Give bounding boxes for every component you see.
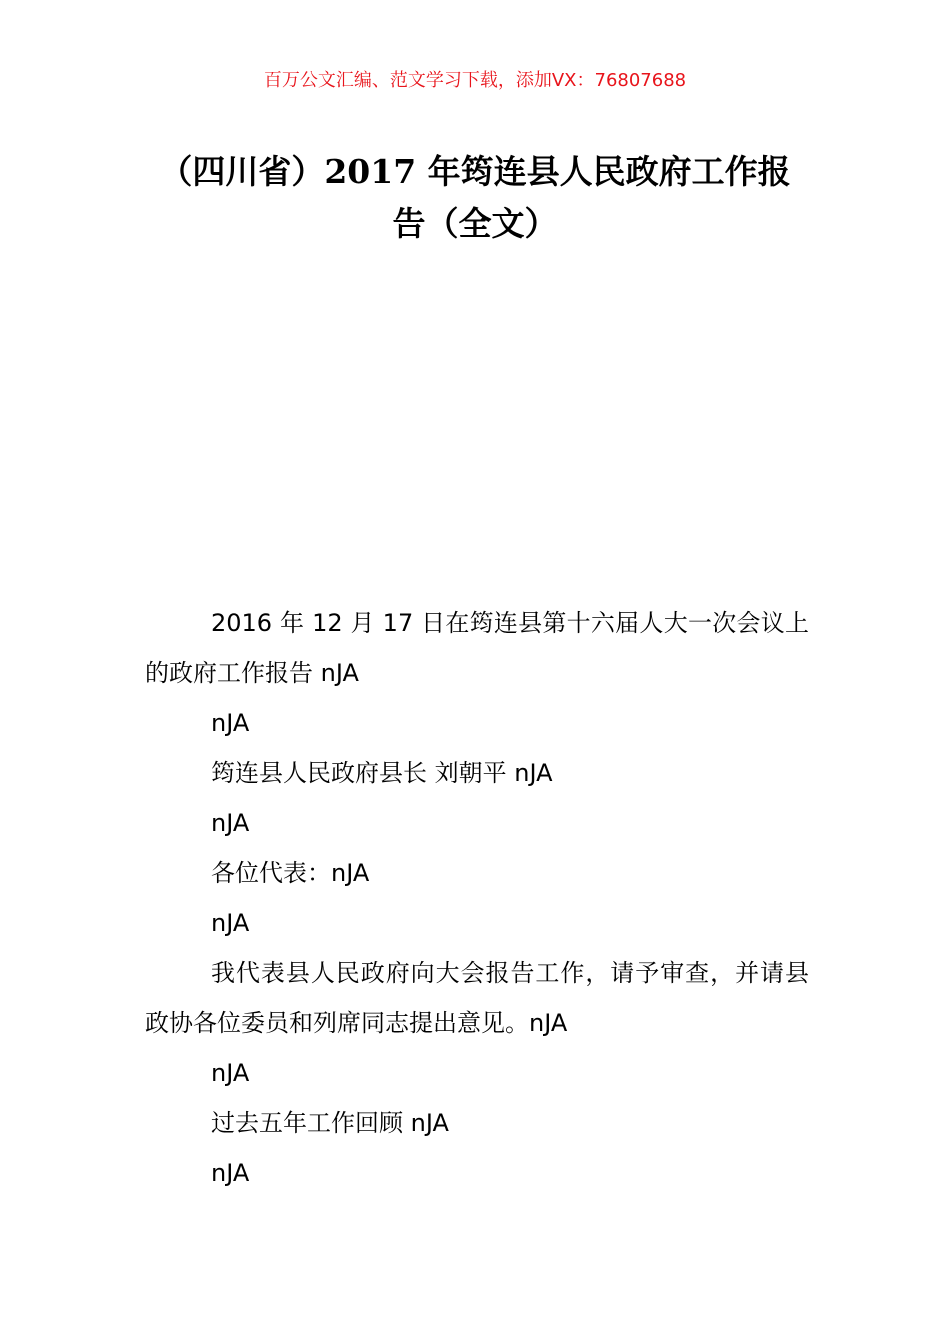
document-body [145, 598, 809, 1198]
paragraph: 各位代表：nJA [211, 859, 370, 887]
paragraph: nJA [211, 809, 250, 837]
document-title-line-2: 告（全文） [392, 204, 558, 243]
document-title [145, 146, 805, 250]
paragraph: 过去五年工作回顾 nJA [211, 1109, 449, 1137]
header-note: 百万公文汇编、范文学习下载，添加VX：76807688 [263, 70, 687, 91]
paragraph: 我代表县人民政府向大会报告工作，请予审查，并请县政协各位委员和列席同志提出意见。nJA [145, 959, 809, 1037]
document-title-line-1: （四川省）2017 年筠连县人民政府工作报 [159, 152, 791, 191]
paragraph: nJA [211, 709, 250, 737]
paragraph: nJA [211, 909, 250, 937]
paragraph: nJA [211, 1059, 250, 1087]
paragraph: 2016 年 12 月 17 日在筠连县第十六届人大一次会议上的政府工作报告 nJA [145, 609, 809, 687]
paragraph: nJA [211, 1159, 250, 1187]
paragraph: 筠连县人民政府县长 刘朝平 nJA [211, 759, 553, 787]
